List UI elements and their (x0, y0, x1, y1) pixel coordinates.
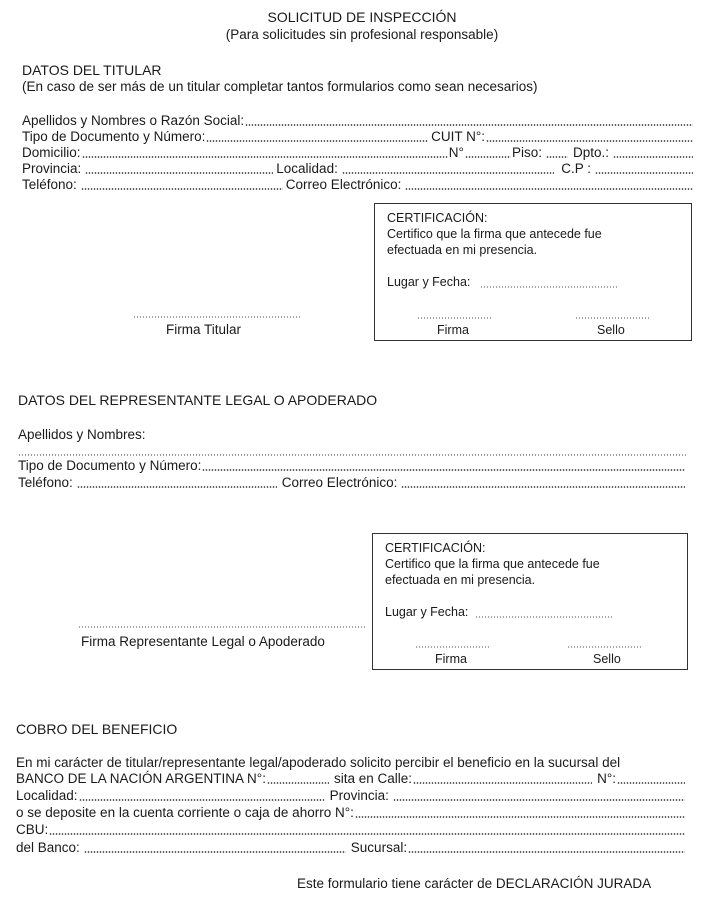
footer-prefix: Este formulario tiene carácter de (297, 876, 496, 891)
firma-representante-label: Firma Representante Legal o Apoderado (81, 634, 325, 649)
cert-line2: efectuada en mi presencia. (385, 573, 536, 587)
cert-sello-label: Sello (597, 323, 625, 337)
cobro-row-localidad (16, 788, 686, 804)
cert-sello-line[interactable] (575, 317, 649, 319)
firma-titular-label: Firma Titular (166, 322, 242, 337)
cobro-row-banco (16, 771, 686, 787)
label-cuit: CUIT N°: (431, 129, 485, 144)
footer-note (297, 877, 651, 891)
field-provincia[interactable] (85, 172, 273, 174)
certificacion-box-titular (374, 203, 692, 341)
field-domicilio[interactable] (82, 156, 448, 158)
field-cobro-numero[interactable] (617, 782, 685, 784)
label-numero: N° (448, 145, 464, 160)
cert-sello-label: Sello (593, 652, 621, 666)
label-piso: Piso: (511, 145, 542, 160)
label-rep-documento: Tipo de Documento y Número: (18, 458, 202, 473)
footer-emphasis: DECLARACIÓN JURADA (495, 876, 652, 891)
label-cbu: CBU: (16, 822, 49, 837)
field-cbu[interactable] (49, 833, 685, 835)
cert-lugar-fecha-field[interactable] (475, 616, 613, 618)
cert-title: CERTIFICACIÓN: (385, 541, 486, 555)
page-subtitle: (Para solicitudes sin profesional responsable) (225, 27, 499, 42)
firma-representante-line[interactable] (78, 626, 366, 628)
titular-row-domicilio (22, 145, 694, 161)
cert-title: CERTIFICACIÓN: (387, 211, 488, 225)
cobro-row-del-banco (16, 840, 686, 856)
field-documento[interactable] (206, 140, 428, 142)
cert-line1: Certifico que la firma que antecede fue (387, 227, 602, 241)
label-rep-telefono: Teléfono: (18, 475, 73, 490)
cert-firma-line[interactable] (417, 317, 491, 319)
label-del-banco: del Banco: (16, 840, 80, 855)
cert-firma-line[interactable] (415, 646, 489, 648)
field-rep-nombres[interactable] (18, 454, 686, 456)
label-localidad: Localidad: (276, 161, 338, 176)
field-rep-documento[interactable] (202, 469, 685, 471)
cobro-intro: En mi carácter de titular/representante legal/apoderado solicito percibir el beneficio en la sucursal del (16, 755, 621, 770)
label-rep-nombres: Apellidos y Nombres: (18, 427, 146, 442)
cert-lugar-fecha: Lugar y Fecha: (387, 275, 471, 289)
label-cobro-numero: N°: (597, 771, 616, 786)
field-cobro-localidad[interactable] (79, 799, 325, 801)
field-cobro-provincia[interactable] (393, 799, 685, 801)
label-nombre: Apellidos y Nombres o Razón Social: (22, 113, 245, 128)
field-sucursal[interactable] (408, 851, 685, 853)
titular-row-provincia (22, 161, 694, 177)
label-documento: Tipo de Documento y Número: (22, 129, 206, 144)
titular-row-documento (22, 129, 694, 145)
field-localidad[interactable] (342, 172, 554, 174)
field-rep-telefono[interactable] (77, 486, 277, 488)
field-numero[interactable] (465, 156, 511, 158)
field-cuit[interactable] (486, 140, 693, 142)
cert-sello-line[interactable] (567, 646, 641, 648)
cert-lugar-fecha-field[interactable] (480, 286, 618, 288)
field-cp[interactable] (595, 172, 693, 174)
cobro-row-cbu (16, 822, 686, 838)
label-cuenta: o se deposite en la cuenta corriente o caja de ahorro N°: (16, 805, 354, 820)
cert-line2: efectuada en mi presencia. (387, 243, 538, 257)
label-domicilio: Domicilio: (22, 145, 81, 160)
field-banco-numero[interactable] (267, 782, 329, 784)
label-sucursal: Sucursal: (350, 840, 408, 855)
field-correo[interactable] (405, 188, 693, 190)
titular-note: (En caso de ser más de un titular completar tantos formularios como sean necesarios) (22, 79, 538, 94)
label-cobro-provincia: Provincia: (329, 788, 389, 803)
cert-lugar-fecha: Lugar y Fecha: (385, 605, 469, 619)
page-title: SOLICITUD DE INSPECCIÓN (267, 9, 457, 25)
field-piso[interactable] (546, 156, 568, 158)
field-del-banco[interactable] (84, 851, 346, 853)
field-cuenta[interactable] (355, 816, 685, 818)
field-telefono[interactable] (81, 188, 283, 190)
titular-heading: DATOS DEL TITULAR (22, 62, 162, 78)
label-rep-correo: Correo Electrónico: (281, 475, 398, 490)
label-telefono: Teléfono: (22, 177, 77, 192)
field-nombre[interactable] (245, 124, 693, 126)
label-banco: BANCO DE LA NACIÓN ARGENTINA N°: (16, 771, 266, 786)
field-calle[interactable] (413, 782, 592, 784)
label-correo: Correo Electrónico: (285, 177, 402, 192)
cert-firma-label: Firma (437, 323, 469, 337)
rep-row-documento (18, 458, 686, 474)
label-cp: C.P : (561, 161, 591, 176)
certificacion-box-representante (372, 533, 688, 670)
rep-row-telefono (18, 475, 686, 491)
cobro-row-cuenta (16, 805, 686, 821)
label-calle: sita en Calle: (333, 771, 413, 786)
field-rep-correo[interactable] (401, 486, 685, 488)
label-provincia: Provincia: (22, 161, 82, 176)
label-cobro-localidad: Localidad: (16, 788, 78, 803)
label-dpto: Dpto.: (572, 145, 609, 160)
cert-line1: Certifico que la firma que antecede fue (385, 557, 600, 571)
field-dpto[interactable] (613, 156, 693, 158)
cobro-heading: COBRO DEL BENEFICIO (16, 721, 178, 737)
cert-firma-label: Firma (435, 652, 467, 666)
titular-row-telefono (22, 177, 694, 193)
firma-titular-line[interactable] (133, 316, 300, 318)
representante-heading: DATOS DEL REPRESENTANTE LEGAL O APODERADO (18, 392, 378, 408)
titular-row-nombre (22, 113, 694, 129)
